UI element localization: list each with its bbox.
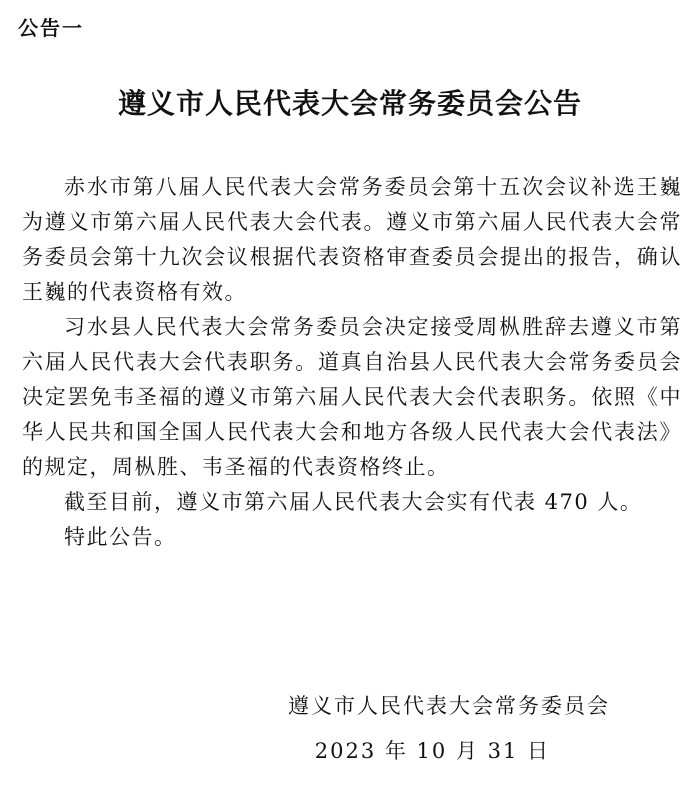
announcement-label: 公告一 [18, 16, 84, 40]
announcement-body [22, 170, 682, 555]
body-paragraph-4: 特此公告。 [64, 525, 177, 549]
body-paragraph-1: 赤水市第八届人民代表大会常务委员会第十五次会议补选王巍为遵义市第六届人民代表大会代表。遵义市第六届人民代表大会常务委员会第十九次会议根据代表资格审查委员会提出的报告，确认王巍的代表资格有效。 [22, 175, 682, 304]
issue-date: 2023 年 10 月 31 日 [314, 739, 550, 763]
announcement-title: 遵义市人民代表大会常务委员会公告 [117, 87, 582, 120]
issuer-signature: 遵义市人民代表大会常务委员会 [288, 694, 610, 718]
body-paragraph-3: 截至目前，遵义市第六届人民代表大会实有代表 470 人。 [64, 490, 643, 514]
body-paragraph-2: 习水县人民代表大会常务委员会决定接受周枞胜辞去遵义市第六届人民代表大会代表职务。道真自治县人民代表大会常务委员会决定罢免韦圣福的遵义市第六届人民代表大会代表职务。依照《中华人民共和国全国人民代表大会和地方各级人民代表大会代表法》的规定，周枞胜、韦圣福的代表资格终止。 [22, 315, 682, 479]
